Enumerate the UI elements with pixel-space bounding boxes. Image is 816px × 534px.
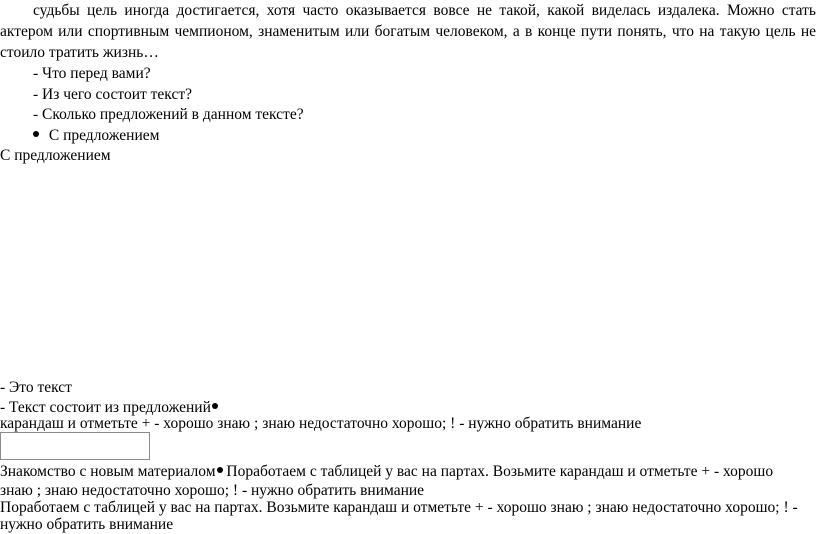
new-material-heading: Знакомство с новым материалом [0, 463, 216, 480]
plain-item: С предложением [0, 147, 111, 164]
paragraph-line-1: судьбы цель иногда достигается, хотя часто оказывается вовсе не такой, какой виделась издалека. Можно стать [33, 2, 816, 19]
question-1: - Что перед вами? [33, 65, 151, 82]
bullet-icon [212, 403, 218, 409]
paragraph-line-2: актером или спортивным чемпионом, знаменитым или богатым человеком, а в конце пути понять, что на такую цель не [0, 23, 816, 40]
question-2: - Из чего состоит текст? [33, 86, 192, 103]
empty-table-cell [0, 432, 150, 460]
new-material-text: Поработаем с таблицей у вас на партах. Возьмите карандаш и отметьте + - хорошо [222, 463, 774, 480]
new-material-line-2: знаю ; знаю недостаточно хорошо; ! - нужно обратить внимание [0, 482, 425, 499]
answer-1: - Это текст [0, 379, 72, 396]
task-line: карандаш и отметьте + - хорошо знаю ; знаю недостаточно хорошо; ! - нужно обратить внимание [0, 415, 642, 432]
repeat-line-1: Поработаем с таблицей у вас на партах. Возьмите карандаш и отметьте + - хорошо знаю ; знаю недостаточно хорошо; ! - [0, 499, 798, 516]
question-3: - Сколько предложений в данном тексте? [33, 106, 304, 123]
bullet-list-item [33, 126, 159, 145]
new-material-line-1 [0, 462, 773, 481]
bullet-item-text: С предложением [48, 127, 160, 144]
bullet-icon [33, 131, 39, 137]
repeat-line-2: нужно обратить внимание [0, 516, 174, 533]
answer-2-text: - Текст состоит из предложений [0, 399, 211, 416]
paragraph-line-3: стоило тратить жизнь… [0, 44, 159, 61]
